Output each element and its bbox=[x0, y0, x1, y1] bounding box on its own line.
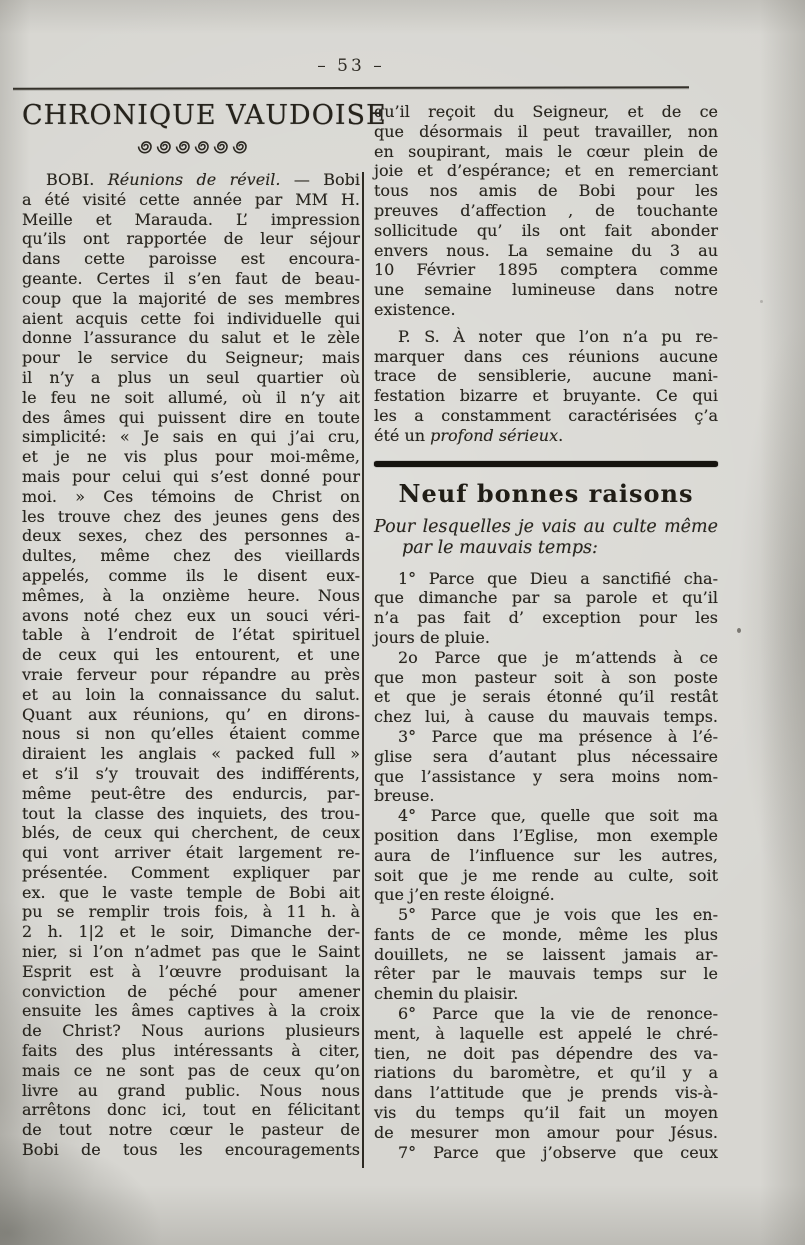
text-line: Esprit est à l’œuvre produisant la bbox=[22, 961, 360, 981]
text-line: tout la classe des inquiets, des trou- bbox=[22, 803, 360, 823]
text-line: mais pour celui qui s’est donné pour bbox=[22, 466, 360, 486]
paragraph bbox=[374, 569, 718, 648]
paragraph bbox=[374, 327, 718, 446]
text-line: et s’il s’y trouvait des indifférents, bbox=[22, 763, 360, 783]
text-line: rêter par le mauvais temps sur le bbox=[374, 964, 718, 984]
text-line: chez lui, à cause du mauvais temps. bbox=[374, 707, 718, 727]
text-line: existence. bbox=[374, 299, 456, 319]
text-line: moi. » Ces témoins de Christ on bbox=[22, 486, 360, 506]
text-line: blés, de ceux qui cherchent, de ceux bbox=[22, 823, 360, 843]
paper-speck bbox=[760, 300, 763, 303]
text-line: BOBI. Réunions de réveil. — Bobi bbox=[46, 170, 361, 189]
text-line: glise sera d’autant plus nécessaire bbox=[374, 746, 718, 766]
text-line: vraie ferveur pour répandre au près bbox=[22, 664, 360, 684]
text-line: Bobi de tous les encouragements bbox=[22, 1140, 360, 1160]
paragraph bbox=[374, 102, 718, 320]
text-line: que désormais il peut travailler, non bbox=[374, 121, 718, 141]
text-line: qui vont arriver était largement re- bbox=[22, 843, 360, 863]
paragraph bbox=[374, 905, 718, 1004]
text-line: mêmes, à la onzième heure. Nous bbox=[22, 585, 360, 605]
text-line: les trouve chez des jeunes gens des bbox=[22, 506, 360, 526]
text-line: avons noté chez eux un souci véri- bbox=[22, 605, 360, 625]
text-line: aient acquis cette foi individuelle qui bbox=[22, 308, 360, 328]
paragraph bbox=[374, 1004, 718, 1143]
text-line: 10 Février 1895 comptera comme bbox=[374, 260, 718, 280]
text-line: donne l’assurance du salut et le zèle bbox=[22, 328, 360, 348]
text-line: et je ne vis plus pour moi-même, bbox=[22, 447, 360, 467]
left-column bbox=[22, 96, 387, 1160]
text-line: 1° Parce que Dieu a sanctifié cha- bbox=[398, 568, 718, 588]
text-line: de tout notre cœur le pasteur de bbox=[22, 1120, 360, 1140]
text-line: envers nous. La semaine du 3 au bbox=[374, 240, 718, 260]
text-line: que j’en reste éloigné. bbox=[374, 885, 555, 905]
section-subtitle bbox=[374, 517, 718, 560]
column-divider bbox=[362, 172, 364, 1168]
text-line: les a constamment caractérisées ç’a bbox=[374, 405, 718, 425]
text-line: 3° Parce que ma présence à l’é- bbox=[398, 726, 718, 746]
text-line: 4° Parce que, quelle que soit ma bbox=[398, 806, 718, 826]
paragraph bbox=[374, 727, 718, 806]
text-line: tous nos amis de Bobi pour les bbox=[374, 181, 718, 201]
text-line: et au loin la connaissance du salut. bbox=[22, 684, 360, 704]
text-line: P. S. À noter que l’on n’a pu re- bbox=[398, 326, 718, 346]
paragraph bbox=[374, 517, 718, 560]
text-line: sollicitude qu’ ils ont fait abonder bbox=[374, 220, 718, 240]
section-divider-rule bbox=[374, 461, 718, 467]
text-line: ex. que le vaste temple de Bobi ait bbox=[22, 882, 360, 902]
text-line: 6° Parce que la vie de renonce- bbox=[398, 1004, 718, 1024]
text-line: une semaine lumineuse dans notre bbox=[374, 280, 718, 300]
text-line: Quant aux réunions, qu’ en dirons- bbox=[22, 704, 360, 724]
text-line: de Christ? Nous aurions plusieurs bbox=[22, 1021, 360, 1041]
text-line: jours de pluie. bbox=[374, 627, 490, 647]
text-line: 7° Parce que j’observe que ceux bbox=[398, 1142, 718, 1162]
page-number: – 53 – bbox=[317, 56, 385, 76]
text-line: 5° Parce que je vois que les en- bbox=[398, 905, 718, 925]
text-line: a été visité cette année par MM H. bbox=[22, 189, 360, 209]
text-line: en soupirant, mais le cœur plein de bbox=[374, 141, 718, 161]
text-line: vis du temps qu’il fait un moyen bbox=[374, 1103, 718, 1123]
text-line: joie et d’espérance; et en remerciant bbox=[374, 161, 718, 181]
text-line: que dimanche par sa parole et qu’il bbox=[374, 588, 718, 608]
text-line: deux sexes, chez des personnes a- bbox=[22, 526, 360, 546]
text-line: par le mauvais temps: bbox=[402, 538, 598, 559]
text-line: été un profond sérieux. bbox=[374, 425, 564, 445]
text-line: conviction de péché pour amener bbox=[22, 981, 360, 1001]
text-line: Meille et Marauda. L’ impression bbox=[22, 209, 360, 229]
text-line: dultes, même chez des vieillards bbox=[22, 546, 360, 566]
text-line: que l’assistance y sera moins nom- bbox=[374, 766, 718, 786]
text-line: qu’il reçoit du Seigneur, et de ce bbox=[374, 102, 718, 121]
text-line: breuse. bbox=[374, 786, 435, 806]
paragraph bbox=[374, 648, 718, 727]
text-line: il n’y a plus un seul quartier où bbox=[22, 367, 360, 387]
spiral-ornament-row bbox=[22, 138, 360, 155]
text-line: geante. Certes il s’en faut de beau- bbox=[22, 268, 360, 288]
section-heading: Neuf bonnes raisons bbox=[398, 478, 694, 508]
spiral-swirl-icon bbox=[135, 138, 247, 155]
text-line: diraient les anglais « packed full » bbox=[22, 744, 360, 764]
text-line: ensuite les âmes captives à la croix bbox=[22, 1001, 360, 1021]
text-line: dans cette paroisse est encoura- bbox=[22, 249, 360, 269]
text-line: et que je serais étonné qu’il restât bbox=[374, 687, 718, 707]
text-line: trace de sensiblerie, aucune mani- bbox=[374, 366, 718, 386]
text-line: chemin du plaisir. bbox=[374, 984, 519, 1004]
right-column bbox=[374, 96, 718, 1162]
text-line: tien, ne doit pas dépendre des va- bbox=[374, 1043, 718, 1063]
text-line: riations du baromètre, et qu’il y a bbox=[374, 1063, 718, 1083]
text-line: présentée. Comment expliquer par bbox=[22, 862, 360, 882]
text-line: mais ce ne sont pas de ceux qu’on bbox=[22, 1060, 360, 1080]
text-line: de ceux qui les entourent, et une bbox=[22, 645, 360, 665]
text-line: marquer dans ces réunions aucune bbox=[374, 346, 718, 366]
text-line: ment, à laquelle est appelé le chré- bbox=[374, 1023, 718, 1043]
text-line: 2o Parce que je m’attends à ce bbox=[398, 647, 718, 667]
text-line: arrêtons donc ici, tout en félicitant bbox=[22, 1100, 360, 1120]
text-line: 2 h. 1|2 et le soir, Dimanche der- bbox=[22, 922, 360, 942]
text-line: dans l’attitude que je prends vis-à- bbox=[374, 1083, 718, 1103]
text-line: que mon pasteur soit à son poste bbox=[374, 667, 718, 687]
text-line: preuves d’affection , de touchante bbox=[374, 200, 718, 220]
text-line: nous si non qu’elles étaient comme bbox=[22, 724, 360, 744]
text-line: qu’ils ont rapportée de leur séjour bbox=[22, 229, 360, 249]
text-line: le feu ne soit allumé, où il n’y ait bbox=[22, 387, 360, 407]
paragraph bbox=[374, 806, 718, 905]
header-rule bbox=[13, 86, 689, 89]
text-line: coup que la majorité de ses membres bbox=[22, 288, 360, 308]
paper-speck bbox=[737, 628, 741, 633]
text-line: pour le service du Seigneur; mais bbox=[22, 348, 360, 368]
paragraph bbox=[22, 170, 360, 1160]
text-line: festation bizarre et bruyante. Ce qui bbox=[374, 386, 718, 406]
paragraph bbox=[374, 1143, 718, 1163]
text-line: même peut-être des endurcis, par- bbox=[22, 783, 360, 803]
text-line: nier, si l’on n’admet pas que le Saint bbox=[22, 942, 360, 962]
text-line: aura de l’influence sur les autres, bbox=[374, 845, 718, 865]
text-line: soit que je me rende au culte, soit bbox=[374, 865, 718, 885]
text-line: appelés, comme ils le disent eux- bbox=[22, 565, 360, 585]
text-line: Pour lesquelles je vais au culte même bbox=[374, 516, 718, 537]
text-line: faits des plus intéressants à citer, bbox=[22, 1041, 360, 1061]
text-line: livre au grand public. Nous nous bbox=[22, 1080, 360, 1100]
article-title: CHRONIQUE VAUDOISE bbox=[22, 100, 387, 131]
text-line: des âmes qui puissent dire en toute bbox=[22, 407, 360, 427]
section-items bbox=[374, 569, 718, 1163]
text-line: simplicité: « Je sais en qui j’ai cru, bbox=[22, 427, 360, 447]
text-line: pu se remplir trois fois, à 11 h. à bbox=[22, 902, 360, 922]
left-column-text bbox=[22, 170, 360, 1160]
text-line: position dans l’Eglise, mon exemple bbox=[374, 825, 718, 845]
text-line: douillets, ne se laissent jamais ar- bbox=[374, 944, 718, 964]
text-line: fants de ce monde, même les plus bbox=[374, 924, 718, 944]
right-column-text bbox=[374, 102, 718, 446]
text-line: n’a pas fait d’ exception pour les bbox=[374, 608, 718, 628]
text-line: de mesurer mon amour pour Jésus. bbox=[374, 1122, 718, 1142]
text-line: table à l’endroit de l’état spirituel bbox=[22, 625, 360, 645]
